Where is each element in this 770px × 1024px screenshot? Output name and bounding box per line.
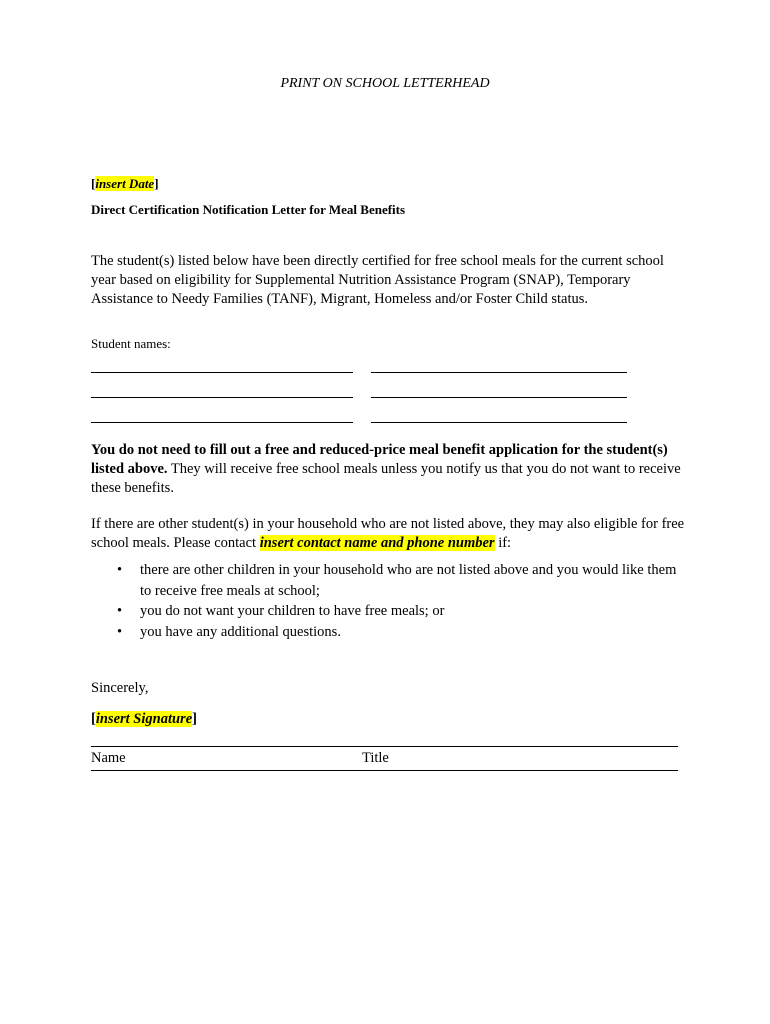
list-item-text: you have any additional questions.	[140, 623, 341, 640]
list-item-text: you do not want your children to have free meals; or	[140, 603, 445, 619]
letterhead-header: PRINT ON SCHOOL LETTERHEAD	[280, 76, 490, 91]
bullet-icon: •	[117, 562, 123, 578]
notice-paragraph	[91, 441, 691, 498]
notice-rest-text: They will receive free school meals unless you notify us that you do not want to receive these benefits.	[91, 461, 681, 496]
student-name-blank[interactable]	[371, 358, 627, 373]
letter-subject: Direct Certification Notification Letter for Meal Benefits	[91, 202, 406, 217]
bullet-icon: •	[117, 603, 123, 619]
student-name-blank[interactable]	[371, 408, 627, 423]
student-name-row	[91, 408, 631, 430]
list-item-text: there are other children in your household who are not listed above and you would like them to receive free meals at school;	[140, 562, 677, 599]
notice-bold-text: You do not need to fill out a free and reduced-price meal benefit application for the student(s) listed above.	[91, 442, 668, 477]
list-item	[91, 622, 691, 643]
list-item	[91, 601, 691, 622]
bullet-icon: •	[117, 623, 123, 640]
signature-line: [insert Signature]	[91, 711, 197, 727]
contact-placeholder: insert contact name and phone number	[259, 535, 495, 551]
student-name-blank[interactable]	[91, 408, 353, 423]
conditions-list	[91, 560, 691, 642]
other-students-end: if:	[494, 535, 512, 551]
closing: Sincerely,	[91, 680, 149, 696]
title-label: Title	[362, 750, 389, 766]
date-line: [insert Date]	[91, 176, 159, 191]
date-placeholder: insert Date	[95, 176, 155, 191]
intro-paragraph: The student(s) listed below have been directly certified for free school meals for the current school year based on eligibility for Supplemental Nutrition Assistance Program (SNAP), Temporary Assistance to Needy Families (TANF), Migrant, Homeless and/or Foster Child status.	[91, 253, 664, 307]
other-students-text: If there are other student(s) in your household who are not listed above, they may also eligible for free school meals. Please contact	[91, 516, 685, 551]
student-name-blank[interactable]	[91, 358, 353, 373]
signature-rule	[91, 746, 678, 747]
student-name-blank[interactable]	[91, 383, 353, 398]
other-students-paragraph	[91, 515, 691, 553]
signature-placeholder: insert Signature	[95, 711, 193, 727]
list-item	[91, 560, 691, 601]
student-name-row	[91, 358, 631, 380]
signature-bottom-rule	[91, 770, 678, 771]
student-name-blank[interactable]	[371, 383, 627, 398]
name-label: Name	[91, 750, 126, 766]
student-name-row	[91, 383, 631, 405]
student-names-label: Student names:	[91, 336, 171, 351]
